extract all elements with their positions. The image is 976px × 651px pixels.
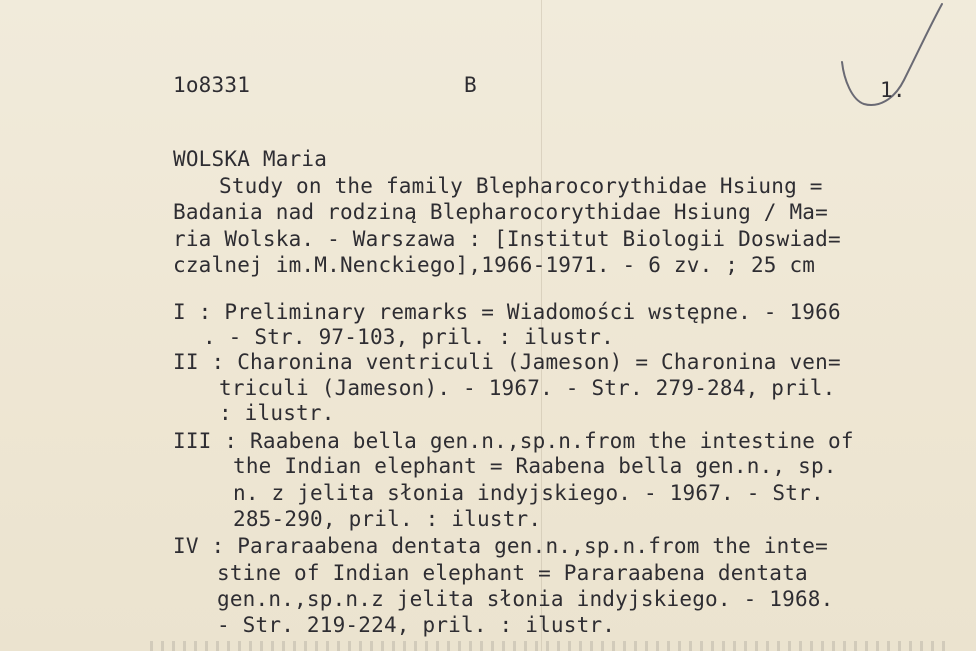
volume-4-line-3: gen.n.,sp.n.z jelita słonia indyjskiego. - 1968.	[217, 587, 834, 611]
volume-4-line-4: - Str. 219-224, pril. : ilustr.	[217, 613, 616, 637]
volume-4-line-2: stine of Indian elephant = Pararaabena dentata	[217, 561, 808, 585]
shelf-letter: B	[464, 73, 477, 97]
title-line-2: Badania nad rodziną Blepharocorythidae Hsiung / Ma=	[173, 200, 828, 224]
volume-2-line-2: triculi (Jameson). - 1967. - Str. 279-284, pril.	[219, 376, 836, 400]
title-line-3: ria Wolska. - Warszawa : [Institut Biologii Doswiad=	[173, 227, 841, 251]
volume-3-line-4: 285-290, pril. : ilustr.	[233, 507, 542, 531]
volume-3-line-3: n. z jelita słonia indyjskiego. - 1967. - Str.	[233, 481, 824, 505]
volume-1-line-1: I : Preliminary remarks = Wiadomości wstępne. - 1966	[173, 300, 841, 324]
volume-2-line-3: : ilustr.	[219, 401, 335, 425]
volume-3-line-1: III : Raabena bella gen.n.,sp.n.from the intestine of	[173, 429, 854, 453]
volume-2-line-1: II : Charonina ventriculi (Jameson) = Charonina ven=	[173, 350, 841, 374]
card-number: 1.	[880, 78, 906, 102]
volume-3-line-2: the Indian elephant = Raabena bella gen.n., sp.	[233, 454, 837, 478]
author-heading: WOLSKA Maria	[173, 147, 328, 171]
title-line-4: czalnej im.M.Nenckiego],1966-1971. - 6 zv. ; 25 cm	[173, 253, 816, 277]
title-line-1: Study on the family Blepharocorythidae Hsiung =	[219, 174, 823, 198]
volume-4-line-1: IV : Pararaabena dentata gen.n.,sp.n.from the inte=	[173, 534, 828, 558]
accession-number: 1o8331	[173, 73, 251, 97]
perforation-dots	[150, 641, 950, 651]
volume-1-line-2: . - Str. 97-103, pril. : ilustr.	[203, 325, 614, 349]
